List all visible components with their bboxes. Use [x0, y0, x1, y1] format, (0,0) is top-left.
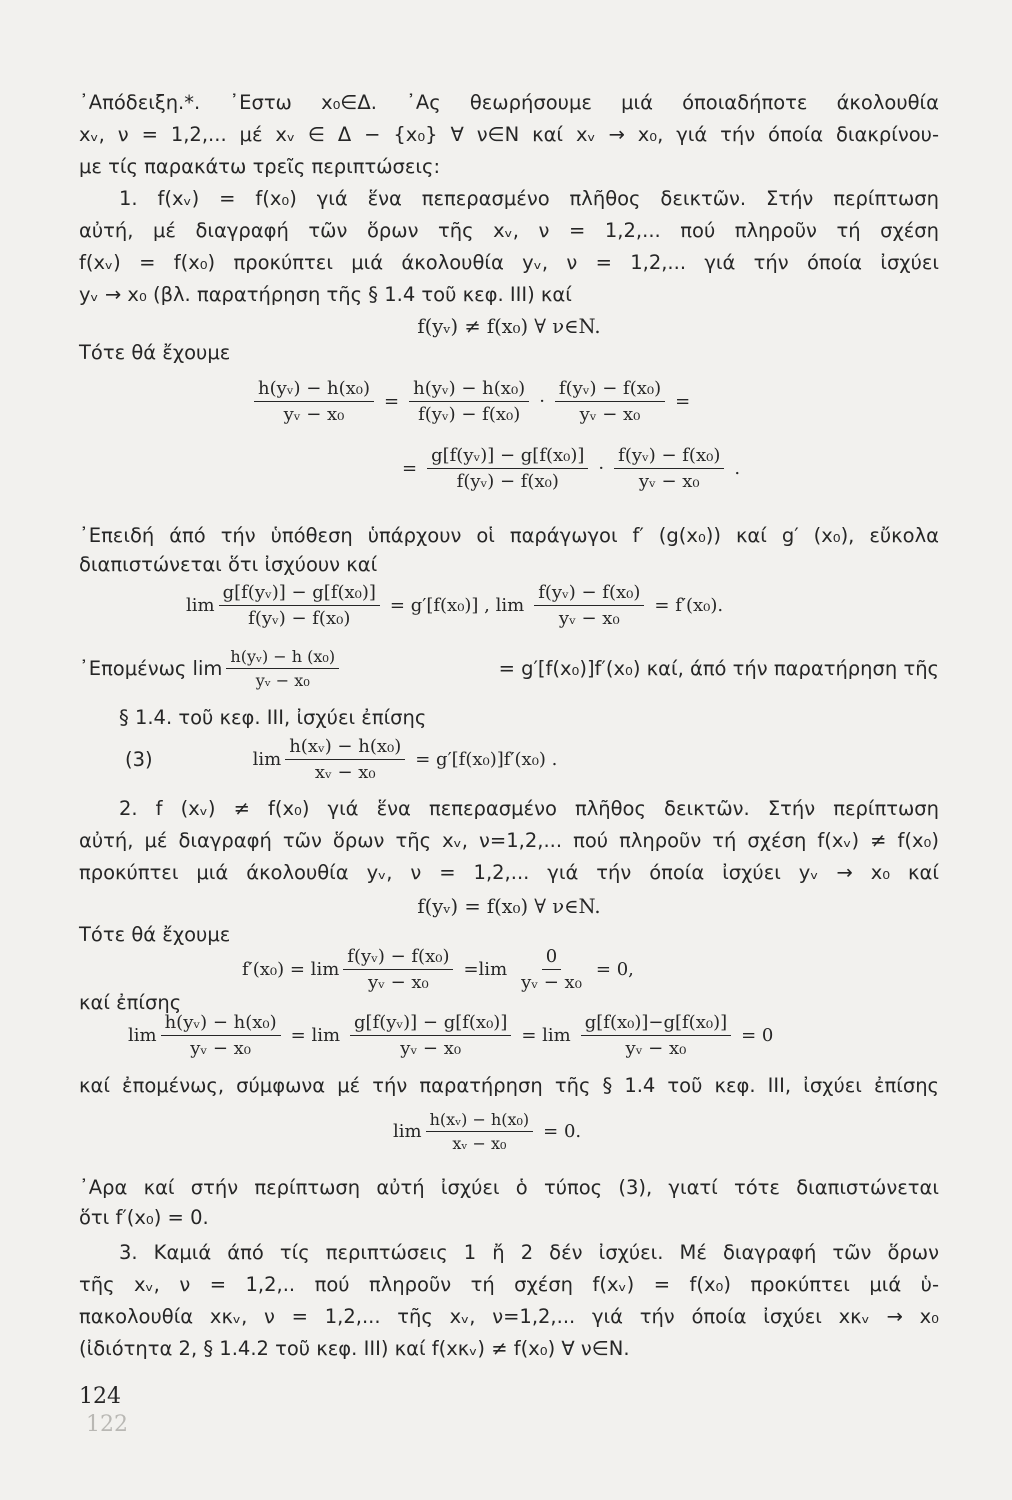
page-number: 124 — [79, 1384, 121, 1409]
case-1-heading: 1. f(xᵥ) = f(x₀) γιά ἕνα πεπερασμένο πλῆθος δεικτῶν. Στήν περίπτωση — [119, 187, 939, 210]
fraction: f(yᵥ) − f(x₀) yᵥ − x₀ — [614, 445, 724, 492]
text-line-15: αὐτή, μέ διαγραφή τῶν ὅρων τῆς xᵥ, ν=1,2,... πού πληροῦν τή σχέση f(xᵥ) ≠ f(x₀) — [79, 829, 939, 852]
bleed-through-page-number: 122 — [86, 1412, 128, 1437]
text-line-19: καί ἐπίσης — [79, 991, 182, 1014]
text-line-2: xᵥ, ν = 1,2,... μέ xᵥ ∈ Δ − {x₀} ∀ ν∈N καί xᵥ → x₀, γιά τήν όποία διακρίνου- — [79, 123, 939, 146]
fraction: $\frac{\text{f(yᵥ) − f(x₀)}}{\text{yᵥ − x₀}}$ — [534, 582, 644, 629]
text-line-25: πακολουθία xκᵥ, ν = 1,2,... τῆς xᵥ, ν=1,2,... γιά τήν όποία ἰσχύει xκᵥ → x₀ — [79, 1305, 939, 1328]
inequality-line: f(yᵥ) ≠ f(x₀) ∀ ν∈N. — [417, 315, 601, 338]
equation-3: (3) lim $\frac{\text{h(xᵥ) − h(x₀)}}{\text{xᵥ − x₀}}$ = g′[f(x₀)]f′(x₀) . — [125, 736, 558, 783]
equation-c: lim $\frac{\text{g[f(yᵥ)] − g[f(x₀)]}}{\text{f(yᵥ) − f(x₀)}}$ = g′[f(x₀)] , lim $\frac{\text{f(yᵥ) − f(x₀)}}{\text{yᵥ − x₀}}$ = f′(x₀). — [186, 582, 724, 629]
equation-a: $\frac{\text{h(yᵥ) − h(x₀)}}{\text{yᵥ − x₀}}$ = $\frac{\text{h(yᵥ) − h(x₀)}}{\text{f(yᵥ) − f(x₀)}}$ · $\frac{\text{f(yᵥ) − f(x₀)}}{\text{yᵥ − x₀}}$ = — [250, 378, 696, 425]
equation-h: lim $\frac{\text{h(xᵥ) − h(x₀)}}{\text{xᵥ − x₀}}$ = 0. — [393, 1110, 582, 1153]
fraction: $\frac{\text{h(xᵥ) − h(x₀)}}{\text{xᵥ − x₀}}$ — [285, 736, 405, 783]
case-3-heading: 3. Καμιά άπό τίς περιπτώσεις 1 ἤ 2 δέν ἰσχύει. Μέ διαγραφή τῶν ὅρων — [119, 1241, 939, 1264]
fraction: $\frac{\text{h(xᵥ) − h(x₀)}}{\text{xᵥ − x₀}}$ — [426, 1110, 534, 1153]
fraction: $\frac{\text{f(yᵥ) − f(x₀)}}{\text{yᵥ − x₀}}$ — [343, 946, 453, 993]
fraction: $\frac{0}{\text{yᵥ − x₀}}$ — [521, 946, 582, 993]
text-line-5: αὐτή, μέ διαγραφή τῶν ὅρων τῆς xᵥ, ν = 1,2,... πού πληροῦν τή σχέση — [79, 219, 939, 242]
equation-f: f′(x₀) = lim $\frac{\text{f(yᵥ) − f(x₀)}}{\text{yᵥ − x₀}}$ =lim $\frac{0}{\text{yᵥ − x₀}}$ = 0, — [242, 946, 634, 993]
fraction: $\frac{\text{g[f(x₀)]−g[f(x₀)]}}{\text{yᵥ − x₀}}$ — [581, 1012, 731, 1059]
equality-line: f(yᵥ) = f(x₀) ∀ ν∈N. — [417, 895, 601, 918]
text-line-20: καί ἐπομένως, σύμφωνα μέ τήν παρατήρηση τῆς § 1.4 τοῦ κεφ. III, ἰσχύει ἐπίσης — [79, 1074, 939, 1097]
text-line-22: ὅτι f′(x₀) = 0. — [79, 1206, 209, 1229]
fraction: $\frac{\text{h(yᵥ) − h(x₀)}}{\text{f(yᵥ) − f(x₀)}}$ — [409, 378, 529, 425]
fraction: $\frac{\text{h(yᵥ) − h(x₀)}}{\text{yᵥ − x₀}}$ — [254, 378, 374, 425]
fraction: $\frac{\text{g[f(yᵥ)] − g[f(x₀)]}}{\text{yᵥ − x₀}}$ — [350, 1012, 511, 1059]
therefore-line: ᾿Επομένως lim h(yᵥ) − h (x₀) yᵥ − x₀ = g′[f(x₀)]f′(x₀) καί, άπό τήν παρατήρηση τῆς — [79, 647, 939, 690]
text-line-11: διαπιστώνεται ὅτι ἰσχύουν καί — [79, 553, 378, 576]
text-line-1: ᾽Απόδειξη.*. ᾿Εστω x₀∈Δ. ᾿Ας θεωρήσουμε μιά όποιαδήποτε άκολουθία — [79, 91, 939, 114]
fraction: $\frac{\text{g[f(yᵥ)] − g[f(x₀)]}}{\text{f(yᵥ) − f(x₀)}}$ — [427, 445, 588, 492]
text-line-26: (ἰδιότητα 2, § 1.4.2 τοῦ κεφ. III) καί f(xκᵥ) ≠ f(x₀) ∀ ν∈N. — [79, 1337, 630, 1360]
then-we-have-2: Τότε θά ἔχουμε — [79, 923, 231, 946]
text-line-10: ᾿Επειδή άπό τήν ὑπόθεση ὑπάρχουν οἱ παράγωγοι f′ (g(x₀)) καί g′ (x₀), εὔκολα — [79, 524, 939, 547]
equation-b: = $\frac{\text{g[f(yᵥ)] − g[f(x₀)]}}{\text{f(yᵥ) − f(x₀)}}$ · f(yᵥ) − f(x₀) yᵥ − x₀ . — [402, 445, 741, 492]
text-line-24: τῆς xᵥ, ν = 1,2,.. πού πληροῦν τή σχέση f(xᵥ) = f(x₀) προκύπτει μιά ὑ- — [79, 1273, 939, 1296]
text-line-13: § 1.4. τοῦ κεφ. III, ἰσχύει ἐπίσης — [119, 706, 427, 729]
text-line-3: με τίς παρακάτω τρεῖς περιπτώσεις: — [79, 155, 441, 178]
then-we-have-1: Τότε θά ἔχουμε — [79, 341, 231, 364]
text-line-6: f(xᵥ) = f(x₀) προκύπτει μιά άκολουθία yᵥ, ν = 1,2,... γιά τήν όποία ἰσχύει — [79, 251, 939, 274]
case-2-heading: 2. f (xᵥ) ≠ f(x₀) γιά ἕνα πεπερασμένο πλῆθος δεικτῶν. Στήν περίπτωση — [119, 797, 939, 820]
equation-g: lim $\frac{\text{h(yᵥ) − h(x₀)}}{\text{yᵥ − x₀}}$ = lim $\frac{\text{g[f(yᵥ)] − g[f(x₀)]}}{\text{yᵥ − x₀}}$ = lim $\frac{\text{g[f(x₀)]−g[f(x₀)]}}{\text{yᵥ − x₀}}$ = 0 — [128, 1012, 774, 1059]
text-line-16: προκύπτει μιά άκολουθία yᵥ, ν = 1,2,... γιά τήν όποία ἰσχύει yᵥ → x₀ καί — [79, 861, 939, 884]
fraction: $\frac{\text{g[f(yᵥ)] − g[f(x₀)]}}{\text{f(yᵥ) − f(x₀)}}$ — [219, 582, 380, 629]
fraction: $\frac{\text{f(yᵥ) − f(x₀)}}{\text{yᵥ − x₀}}$ — [555, 378, 665, 425]
text-line-21: ᾿Αρα καί στήν περίπτωση αὐτή ἰσχύει ὁ τύπος (3), γιατί τότε διαπιστώνεται — [79, 1176, 939, 1199]
fraction: h(yᵥ) − h (x₀) yᵥ − x₀ — [226, 647, 339, 690]
fraction: $\frac{\text{h(yᵥ) − h(x₀)}}{\text{yᵥ − x₀}}$ — [161, 1012, 281, 1059]
text-line-7: yᵥ → x₀ (βλ. παρατήρηση τῆς § 1.4 τοῦ κεφ. III) καί — [79, 283, 572, 306]
